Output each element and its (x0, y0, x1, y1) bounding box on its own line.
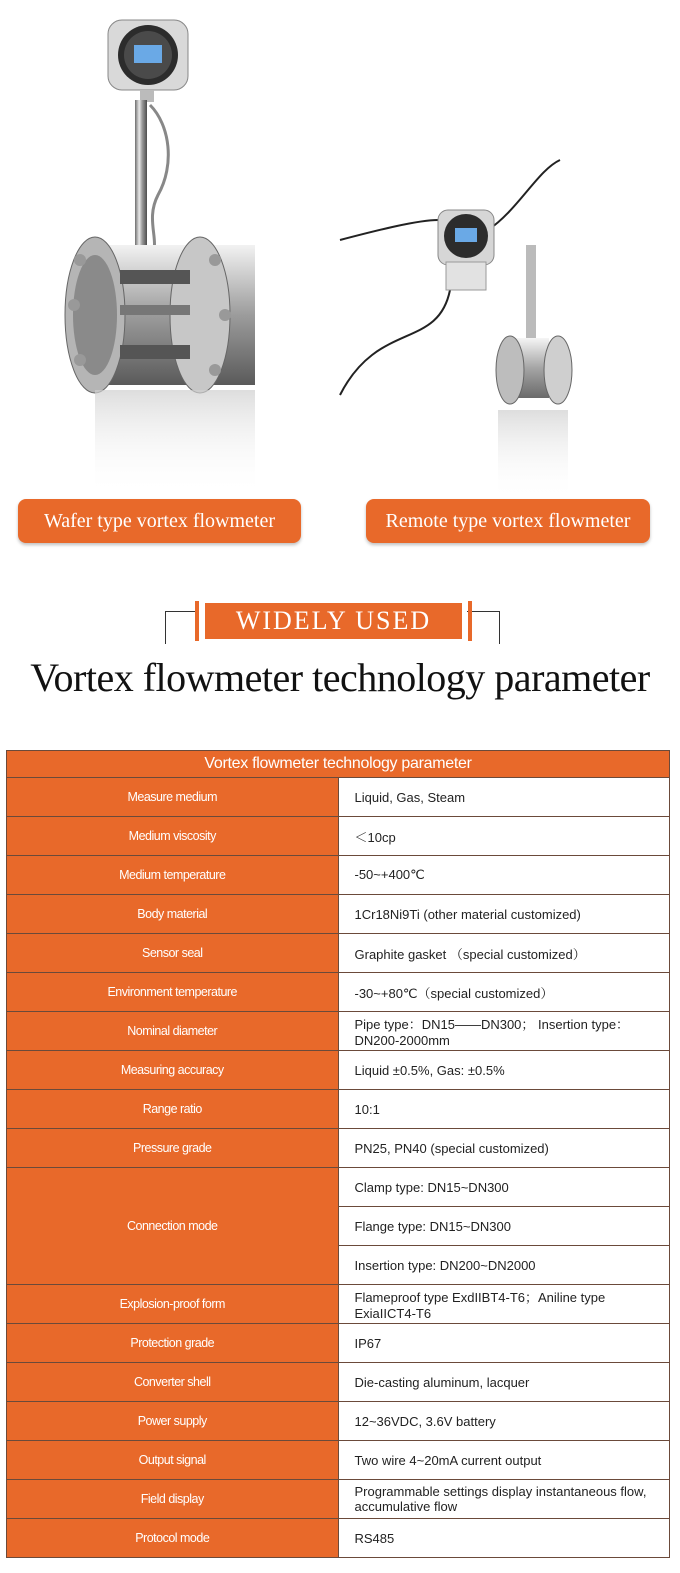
table-row (7, 1324, 670, 1363)
bracket-left (165, 611, 198, 644)
param-value: IP67 (338, 1324, 670, 1363)
widely-used-banner (165, 603, 500, 643)
banner-label: WIDELY USED (205, 603, 462, 639)
param-value: Liquid ±0.5%, Gas: ±0.5% (338, 1051, 670, 1090)
param-label: Environment temperature (7, 973, 339, 1012)
table-header: Vortex flowmeter technology parameter (7, 751, 670, 778)
table-row (7, 1090, 670, 1129)
param-label: Measuring accuracy (7, 1051, 339, 1090)
table-row (7, 778, 670, 817)
param-label: Range ratio (7, 1090, 339, 1129)
param-value: Programmable settings display instantaneous flow, accumulative flow (338, 1480, 670, 1519)
param-label: Field display (7, 1480, 339, 1519)
param-value: Insertion type: DN200~DN2000 (338, 1246, 670, 1285)
remote-type-label: Remote type vortex flowmeter (366, 499, 650, 543)
param-value: 10:1 (338, 1090, 670, 1129)
table-row (7, 856, 670, 895)
param-value: PN25, PN40 (special customized) (338, 1129, 670, 1168)
param-label: Protection grade (7, 1324, 339, 1363)
param-value: 1Cr18Ni9Ti (other material customized) (338, 895, 670, 934)
table-row (7, 1285, 670, 1324)
param-value: Die-casting aluminum, lacquer (338, 1363, 670, 1402)
product-showcase (0, 0, 680, 580)
table-row (7, 1480, 670, 1519)
table-row (7, 1519, 670, 1558)
param-label: Explosion-proof form (7, 1285, 339, 1324)
table-row (7, 1363, 670, 1402)
param-value: -50~+400℃ (338, 856, 670, 895)
param-label: Power supply (7, 1402, 339, 1441)
param-label: Sensor seal (7, 934, 339, 973)
parameter-table (6, 750, 670, 1558)
param-value: ＜10cp (338, 817, 670, 856)
table-row (7, 1402, 670, 1441)
param-label: Medium viscosity (7, 817, 339, 856)
wafer-flowmeter-image (40, 5, 300, 500)
table-header-row (7, 751, 670, 778)
table-row (7, 1051, 670, 1090)
remote-flowmeter-image (338, 150, 588, 510)
table-row (7, 817, 670, 856)
param-label: Body material (7, 895, 339, 934)
param-value: Flameproof type ExdIIBT4-T6；Aniline type ExiaIICT4-T6 (338, 1285, 670, 1324)
table-row (7, 1012, 670, 1051)
param-label: Nominal diameter (7, 1012, 339, 1051)
table-row (7, 1168, 670, 1207)
wafer-type-label: Wafer type vortex flowmeter (18, 499, 301, 543)
page-title: Vortex flowmeter technology parameter (30, 655, 650, 700)
param-value: Pipe type：DN15——DN300； Insertion type：DN200-2000mm (338, 1012, 670, 1051)
param-value: Flange type: DN15~DN300 (338, 1207, 670, 1246)
param-value: Graphite gasket （special customized） (338, 934, 670, 973)
table-row (7, 895, 670, 934)
param-label: Measure medium (7, 778, 339, 817)
param-value: RS485 (338, 1519, 670, 1558)
table-row (7, 934, 670, 973)
table-row (7, 1129, 670, 1168)
param-label: Connection mode (7, 1168, 339, 1285)
param-value: Liquid, Gas, Steam (338, 778, 670, 817)
param-label: Protocol mode (7, 1519, 339, 1558)
param-label: Output signal (7, 1441, 339, 1480)
param-label: Pressure grade (7, 1129, 339, 1168)
param-label: Medium temperature (7, 856, 339, 895)
table-row (7, 973, 670, 1012)
param-value: 12~36VDC, 3.6V battery (338, 1402, 670, 1441)
param-value: Clamp type: DN15~DN300 (338, 1168, 670, 1207)
param-value: Two wire 4~20mA current output (338, 1441, 670, 1480)
table-row (7, 1441, 670, 1480)
param-value: -30~+80℃（special customized） (338, 973, 670, 1012)
param-label: Converter shell (7, 1363, 339, 1402)
